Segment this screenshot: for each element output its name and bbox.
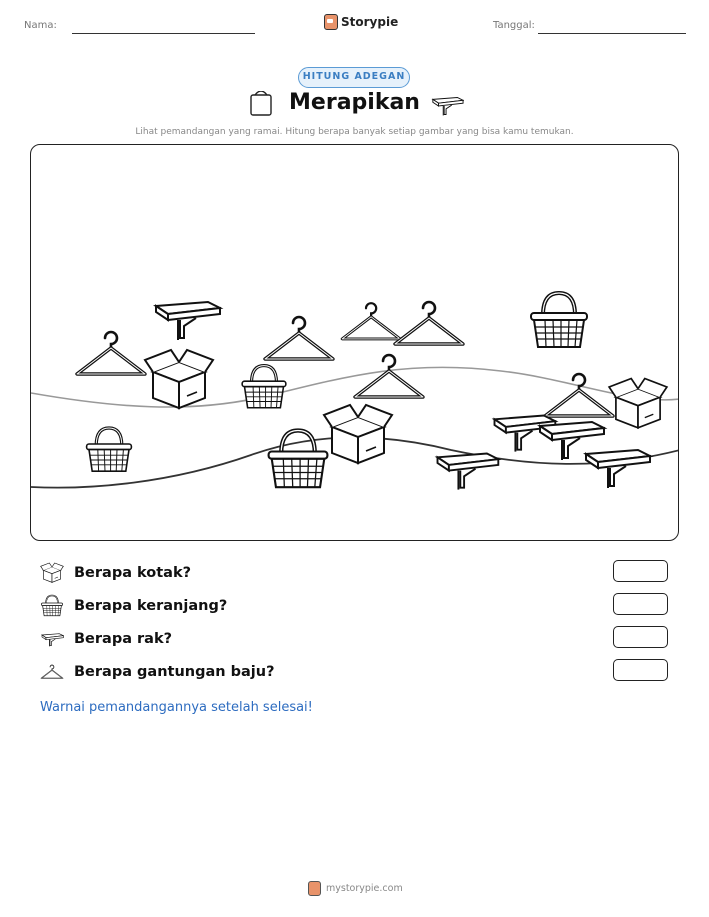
basket-icon <box>40 594 64 618</box>
date-label: Tanggal: <box>493 20 535 31</box>
shelf-icon <box>156 302 220 340</box>
page-title: Merapikan <box>289 90 420 115</box>
date-line[interactable] <box>538 33 686 34</box>
answer-box-shelves[interactable] <box>613 626 668 648</box>
box-icon <box>145 350 213 408</box>
name-line[interactable] <box>72 33 255 34</box>
basket-icon <box>531 293 587 347</box>
hanger-icon <box>40 660 64 684</box>
shelf-icon <box>40 627 64 651</box>
coloring-instruction: Warnai pemandangannya setelah selesai! <box>40 700 313 715</box>
storypie-logo-icon <box>324 14 338 30</box>
question-hanger: Berapa gantungan baju? <box>40 660 275 684</box>
basket-icon <box>242 366 286 408</box>
instructions: Lihat pemandangan yang ramai. Hitung berapa banyak setiap gambar yang bisa kamu temukan. <box>135 127 574 137</box>
answer-box-baskets[interactable] <box>613 593 668 615</box>
shelf-icon <box>438 454 499 490</box>
logo-text: Storypie <box>341 15 399 29</box>
answer-box-boxes[interactable] <box>613 560 668 582</box>
question-shelf: Berapa rak? <box>40 627 172 651</box>
hanger-icon <box>342 303 400 339</box>
hanger-icon <box>77 332 145 374</box>
hanger-icon <box>355 355 423 397</box>
answer-box-hangers[interactable] <box>613 659 668 681</box>
basket-icon <box>87 428 132 471</box>
box-icon <box>609 379 667 428</box>
site-url: mystorypie.com <box>326 883 403 894</box>
storypie-logo-icon <box>308 881 321 896</box>
site-footer <box>308 881 403 896</box>
question-box: Berapa kotak? <box>40 561 191 585</box>
badge: HITUNG ADEGAN <box>298 67 410 88</box>
name-label: Nama: <box>24 20 57 31</box>
shelf-icon <box>430 95 464 117</box>
box-icon <box>324 405 392 463</box>
hanger-icon <box>395 302 463 344</box>
storypie-logo <box>324 14 398 30</box>
counting-scene[interactable] <box>30 144 679 541</box>
shelf-icon <box>586 450 650 488</box>
box-icon <box>40 561 64 585</box>
hanger-icon <box>265 317 333 359</box>
question-basket: Berapa keranjang? <box>40 594 227 618</box>
